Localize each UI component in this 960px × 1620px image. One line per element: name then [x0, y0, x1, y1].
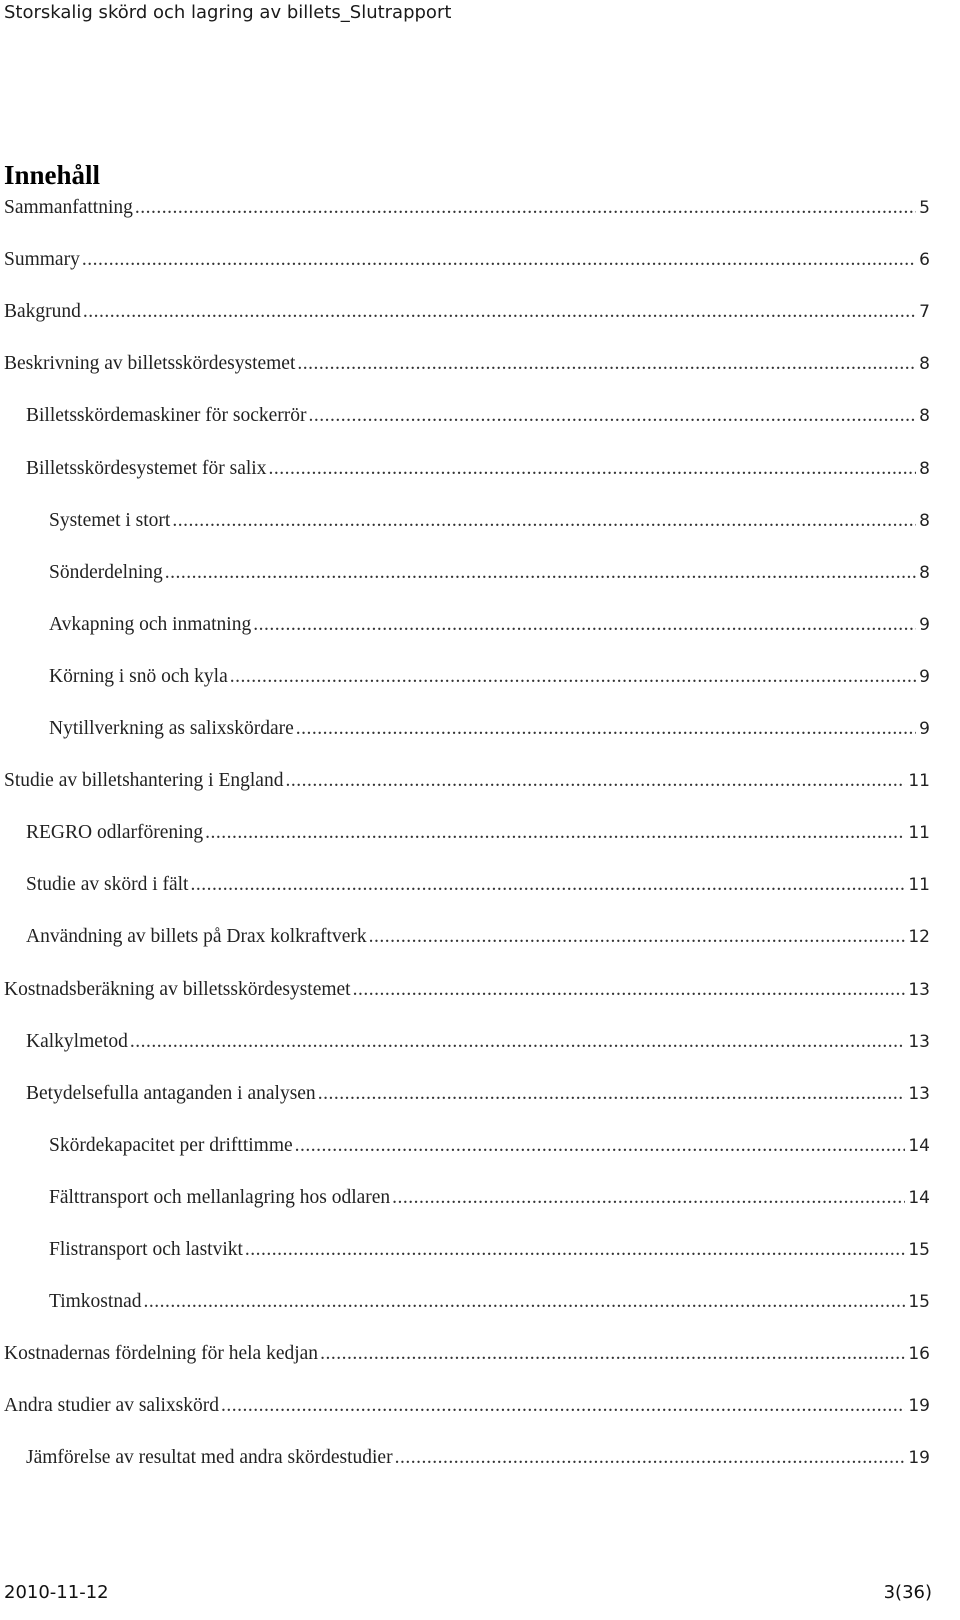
toc-entry-title: Flistransport och lastvikt: [49, 1239, 243, 1260]
toc-dot-leader: [172, 510, 916, 532]
toc-entry[interactable]: [4, 353, 930, 379]
toc-entry[interactable]: [26, 458, 930, 484]
toc-entry-title: Avkapning och inmatning: [49, 614, 252, 635]
toc-entry-page: 12: [908, 927, 930, 947]
toc-entry-page: 11: [908, 875, 930, 895]
toc-entry[interactable]: [49, 666, 930, 692]
toc-entry-page: 9: [919, 719, 930, 739]
toc-entry[interactable]: [4, 301, 930, 327]
toc-entry-page: 8: [919, 406, 930, 426]
toc-entry-title: Skördekapacitet per drifttimme: [49, 1135, 293, 1156]
toc-entry-title: Sönderdelning: [49, 562, 163, 583]
toc-entry-title: Studie av skörd i fält: [26, 874, 189, 895]
toc-heading: Innehåll: [4, 160, 101, 190]
toc-entry-page: 5: [919, 198, 930, 218]
toc-entry[interactable]: [26, 874, 930, 900]
toc-entry[interactable]: [26, 1083, 930, 1109]
toc-dot-leader: [309, 405, 917, 427]
toc-dot-leader: [320, 1343, 905, 1365]
toc-entry[interactable]: [26, 926, 930, 952]
toc-entry-title: Sammanfattning: [4, 197, 133, 218]
toc-entry[interactable]: [49, 1187, 930, 1213]
toc-entry[interactable]: [4, 1343, 930, 1369]
toc-entry-title: Körning i snö och kyla: [49, 666, 228, 687]
toc-dot-leader: [165, 562, 916, 584]
toc-dot-leader: [297, 353, 916, 375]
toc-entry-page: 8: [919, 459, 930, 479]
toc-entry-title: Beskrivning av billetsskördesystemet: [4, 353, 296, 374]
toc-entry-title: Studie av billetshantering i England: [4, 770, 284, 791]
toc-dot-leader: [190, 874, 905, 896]
toc-entry-title: Fälttransport och mellanlagring hos odlaren: [49, 1187, 391, 1208]
toc-dot-leader: [135, 197, 916, 219]
toc-entry-page: 8: [919, 511, 930, 531]
toc-entry[interactable]: [4, 979, 930, 1005]
toc-entry[interactable]: [49, 1135, 930, 1161]
toc-entry-title: Kostnadsberäkning av billetsskördesystemet: [4, 979, 351, 1000]
footer-date: 2010-11-12: [4, 1582, 109, 1603]
toc-dot-leader: [369, 926, 906, 948]
toc-entry-title: Nytillverkning as salixskördare: [49, 718, 294, 739]
toc-entry-title: Andra studier av salixskörd: [4, 1395, 219, 1416]
toc-entry-page: 9: [919, 615, 930, 635]
toc-dot-leader: [268, 458, 916, 480]
toc-entry[interactable]: [49, 1291, 930, 1317]
toc-dot-leader: [130, 1031, 906, 1053]
toc-dot-leader: [318, 1083, 906, 1105]
toc-dot-leader: [230, 666, 916, 688]
toc-entry-title: Timkostnad: [49, 1291, 142, 1312]
toc-entry-title: Kalkylmetod: [26, 1031, 128, 1052]
toc-entry[interactable]: [4, 770, 930, 796]
toc-entry[interactable]: [49, 510, 930, 536]
toc-entry-page: 14: [908, 1188, 930, 1208]
toc-entry-title: Billetsskördesystemet för salix: [26, 458, 267, 479]
toc-entry[interactable]: [49, 562, 930, 588]
toc-entry-page: 19: [908, 1396, 930, 1416]
toc-entry-page: 14: [908, 1136, 930, 1156]
toc-entry-page: 8: [919, 563, 930, 583]
toc-entry-title: Betydelsefulla antaganden i analysen: [26, 1083, 316, 1104]
toc-entry-page: 13: [908, 1032, 930, 1052]
toc-entry-page: 6: [919, 250, 930, 270]
toc-dot-leader: [295, 1135, 906, 1157]
toc-dot-leader: [395, 1447, 906, 1469]
toc-entry-page: 13: [908, 980, 930, 1000]
toc-dot-leader: [285, 770, 905, 792]
toc-dot-leader: [353, 979, 906, 1001]
page-header-title: Storskalig skörd och lagring av billets_Slutrapport: [4, 2, 452, 23]
toc-entry-page: 15: [908, 1292, 930, 1312]
toc-entry[interactable]: [49, 614, 930, 640]
toc-entry[interactable]: [26, 405, 930, 431]
toc-entry-page: 11: [908, 771, 930, 791]
toc-dot-leader: [83, 301, 916, 323]
toc-entry-page: 7: [919, 302, 930, 322]
footer-page-number: 3(36): [883, 1582, 932, 1603]
toc-entry[interactable]: [26, 1447, 930, 1473]
toc-entry[interactable]: [49, 718, 930, 744]
toc-entry-title: Jämförelse av resultat med andra skördestudier: [26, 1447, 393, 1468]
toc-entry-page: 8: [919, 354, 930, 374]
toc-entry[interactable]: [4, 249, 930, 275]
toc-entry-title: Bakgrund: [4, 301, 81, 322]
toc-entry-title: Summary: [4, 249, 80, 270]
toc-entry[interactable]: [26, 1031, 930, 1057]
toc-dot-leader: [205, 822, 905, 844]
toc-entry[interactable]: [26, 822, 930, 848]
toc-dot-leader: [82, 249, 916, 271]
toc-dot-leader: [392, 1187, 905, 1209]
toc-entry-title: REGRO odlarförening: [26, 822, 204, 843]
toc-dot-leader: [245, 1239, 905, 1261]
toc-dot-leader: [296, 718, 916, 740]
toc-entry-page: 15: [908, 1240, 930, 1260]
toc-entry-title: Kostnadernas fördelning för hela kedjan: [4, 1343, 319, 1364]
toc-entry-page: 16: [908, 1344, 930, 1364]
toc-entry-title: Systemet i stort: [49, 510, 171, 531]
toc-dot-leader: [143, 1291, 905, 1313]
toc-entry[interactable]: [4, 1395, 930, 1421]
toc-dot-leader: [253, 614, 916, 636]
toc-entry-page: 9: [919, 667, 930, 687]
toc-entry-page: 19: [908, 1448, 930, 1468]
toc-dot-leader: [221, 1395, 905, 1417]
toc-entry-page: 11: [908, 823, 930, 843]
toc-entry-title: Användning av billets på Drax kolkraftverk: [26, 926, 367, 947]
toc-entry-title: Billetsskördemaskiner för sockerrör: [26, 405, 307, 426]
toc-entry[interactable]: [49, 1239, 930, 1265]
toc-entry[interactable]: [4, 197, 930, 223]
toc-entry-page: 13: [908, 1084, 930, 1104]
